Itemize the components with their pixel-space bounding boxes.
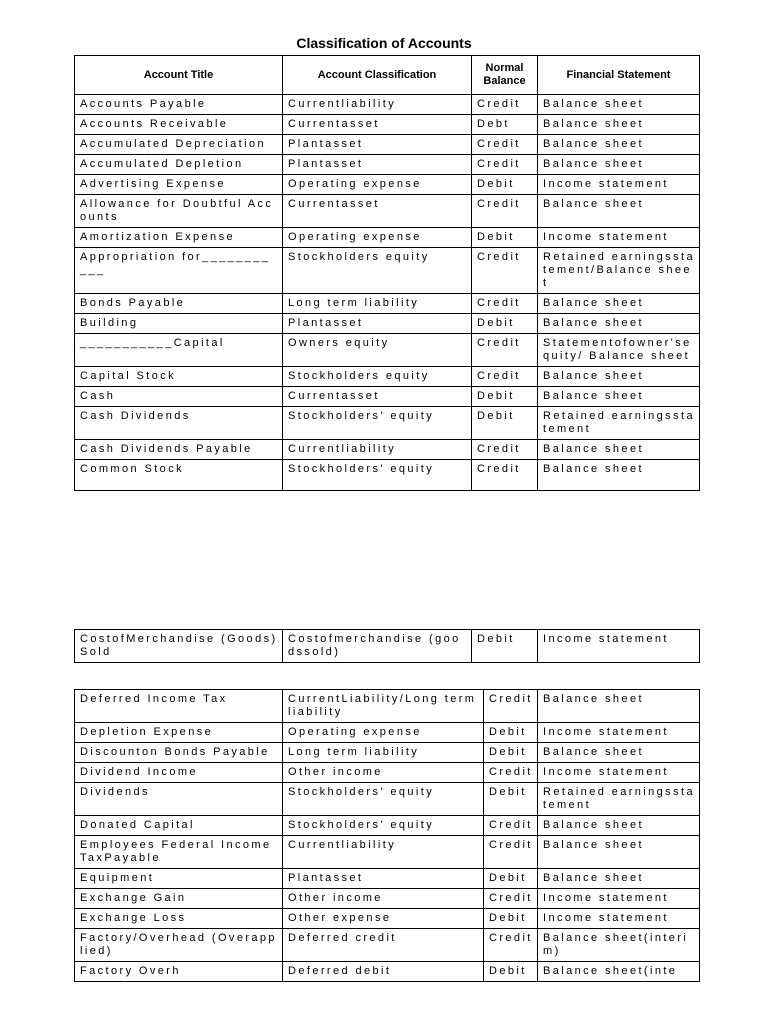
financial-statement-cell: Balance sheet — [538, 460, 700, 491]
normal-balance-cell: Debit — [472, 175, 538, 195]
account-classification-cell: CurrentLiability/Long termliability — [283, 690, 484, 723]
table-row — [75, 763, 700, 783]
normal-balance-cell: Credit — [472, 334, 538, 367]
normal-balance-cell: Credit — [472, 195, 538, 228]
account-classification-cell: Long term liability — [283, 743, 484, 763]
financial-statement-cell: Balance sheet — [538, 95, 700, 115]
table-row — [75, 783, 700, 816]
normal-balance-cell: Debit — [472, 314, 538, 334]
account-classification-cell: Currentliability — [283, 95, 472, 115]
table-row — [75, 95, 700, 115]
normal-balance-cell: Debit — [472, 228, 538, 248]
normal-balance-cell: Credit — [484, 763, 538, 783]
normal-balance-cell: Credit — [484, 889, 538, 909]
normal-balance-cell: Credit — [472, 294, 538, 314]
header-account-classification: Account Classification — [283, 56, 472, 95]
account-title-cell: Accumulated Depreciation — [75, 135, 283, 155]
header-normal-balance-line2: Balance — [483, 75, 526, 87]
account-classification-cell: Long term liability — [283, 294, 472, 314]
account-title-cell: Capital Stock — [75, 367, 283, 387]
financial-statement-cell: Balance sheet(interim) — [538, 929, 700, 962]
normal-balance-cell: Debit — [472, 387, 538, 407]
table-row — [75, 334, 700, 367]
account-title-cell: Dividends — [75, 783, 283, 816]
table-row — [75, 294, 700, 314]
accounts-table-2 — [74, 629, 700, 663]
table-row — [75, 115, 700, 135]
account-title-cell: Cash Dividends — [75, 407, 283, 440]
account-classification-cell: Plantasset — [283, 869, 484, 889]
normal-balance-cell: Credit — [472, 460, 538, 491]
financial-statement-cell: Balance sheet — [538, 195, 700, 228]
financial-statement-cell: Balance sheet — [538, 155, 700, 175]
header-account-title: Account Title — [75, 56, 283, 95]
normal-balance-cell: Credit — [472, 155, 538, 175]
financial-statement-cell: Balance sheet — [538, 816, 700, 836]
normal-balance-cell: Credit — [484, 836, 538, 869]
account-classification-cell: Stockholders' equity — [283, 783, 484, 816]
table-row — [75, 460, 700, 491]
table-row — [75, 135, 700, 155]
table-row — [75, 909, 700, 929]
account-title-cell: Common Stock — [75, 460, 283, 491]
financial-statement-cell: Balance sheet — [538, 135, 700, 155]
table-row — [75, 155, 700, 175]
account-classification-cell: Currentasset — [283, 387, 472, 407]
account-classification-cell: Currentliability — [283, 440, 472, 460]
accounts-table-1-body — [75, 95, 700, 491]
normal-balance-cell: Debt — [472, 115, 538, 135]
table-row — [75, 816, 700, 836]
financial-statement-cell: Balance sheet — [538, 743, 700, 763]
account-classification-cell: Operating expense — [283, 228, 472, 248]
account-title-cell: Employees Federal Income TaxPayable — [75, 836, 283, 869]
financial-statement-cell: Income statement — [538, 723, 700, 743]
document-title: Classification of Accounts — [296, 35, 472, 51]
financial-statement-cell: Balance sheet — [538, 869, 700, 889]
account-classification-cell: Plantasset — [283, 135, 472, 155]
header-financial-statement: Financial Statement — [538, 56, 700, 95]
account-classification-cell: Operating expense — [283, 175, 472, 195]
account-title-cell: Cash — [75, 387, 283, 407]
account-classification-cell: Currentliability — [283, 836, 484, 869]
account-title-cell: Donated Capital — [75, 816, 283, 836]
account-classification-cell: Other expense — [283, 909, 484, 929]
table-row — [75, 248, 700, 294]
account-classification-cell: Costofmerchandise (goodssold) — [283, 630, 472, 663]
account-classification-cell: Currentasset — [283, 115, 472, 135]
account-classification-cell: Deferred debit — [283, 962, 484, 982]
normal-balance-cell: Debit — [472, 407, 538, 440]
accounts-table-1 — [74, 55, 700, 491]
financial-statement-cell: Balance sheet — [538, 367, 700, 387]
financial-statement-cell: Retained earningsstatement — [538, 407, 700, 440]
account-title-cell: Exchange Loss — [75, 909, 283, 929]
account-title-cell: CostofMerchandise (Goods)Sold — [75, 630, 283, 663]
account-title-cell: Amortization Expense — [75, 228, 283, 248]
financial-statement-cell: Balance sheet — [538, 314, 700, 334]
financial-statement-cell: Income statement — [538, 763, 700, 783]
table-row — [75, 367, 700, 387]
account-title-cell: Exchange Gain — [75, 889, 283, 909]
normal-balance-cell: Debit — [472, 630, 538, 663]
account-title-cell: Accounts Receivable — [75, 115, 283, 135]
financial-statement-cell: Balance sheet — [538, 294, 700, 314]
normal-balance-cell: Debit — [484, 723, 538, 743]
normal-balance-cell: Debit — [484, 783, 538, 816]
account-classification-cell: Operating expense — [283, 723, 484, 743]
accounts-table-3-body — [75, 690, 700, 982]
normal-balance-cell: Debit — [484, 869, 538, 889]
normal-balance-cell: Credit — [472, 440, 538, 460]
financial-statement-cell: Balance sheet — [538, 115, 700, 135]
table-row — [75, 723, 700, 743]
financial-statement-cell: Income statement — [538, 228, 700, 248]
table-row — [75, 889, 700, 909]
table-row — [75, 690, 700, 723]
table-row — [75, 314, 700, 334]
financial-statement-cell: Income statement — [538, 909, 700, 929]
financial-statement-cell: Balance sheet — [538, 690, 700, 723]
account-classification-cell: Plantasset — [283, 155, 472, 175]
account-classification-cell: Currentasset — [283, 195, 472, 228]
table-row — [75, 869, 700, 889]
account-title-cell: Depletion Expense — [75, 723, 283, 743]
financial-statement-cell: Balance sheet(inte — [538, 962, 700, 982]
table-row — [75, 743, 700, 763]
account-title-cell: Advertising Expense — [75, 175, 283, 195]
header-normal-balance-line1: Normal — [485, 62, 524, 74]
financial-statement-cell: Balance sheet — [538, 836, 700, 869]
account-classification-cell: Stockholders' equity — [283, 407, 472, 440]
financial-statement-cell: Retained earningsstatement — [538, 783, 700, 816]
account-title-cell: Appropriation for___________ — [75, 248, 283, 294]
table-row — [75, 630, 700, 663]
normal-balance-cell: Debit — [484, 743, 538, 763]
financial-statement-cell: Income statement — [538, 175, 700, 195]
account-title-cell: Bonds Payable — [75, 294, 283, 314]
account-title-cell: Discounton Bonds Payable — [75, 743, 283, 763]
financial-statement-cell: Balance sheet — [538, 440, 700, 460]
normal-balance-cell: Credit — [472, 95, 538, 115]
table-row — [75, 440, 700, 460]
header-normal-balance — [472, 56, 538, 95]
normal-balance-cell: Debit — [484, 909, 538, 929]
accounts-table-3 — [74, 689, 700, 982]
table-row — [75, 929, 700, 962]
table-row — [75, 175, 700, 195]
table-row — [75, 836, 700, 869]
normal-balance-cell: Credit — [472, 367, 538, 387]
financial-statement-cell: Statementofowner'sequity/ Balance sheet — [538, 334, 700, 367]
account-title-cell: Dividend Income — [75, 763, 283, 783]
account-title-cell: Factory Overh — [75, 962, 283, 982]
account-title-cell: ___________Capital — [75, 334, 283, 367]
account-title-cell: Allowance for Doubtful Accounts — [75, 195, 283, 228]
table-row — [75, 962, 700, 982]
normal-balance-cell: Credit — [484, 929, 538, 962]
account-classification-cell: Stockholders equity — [283, 367, 472, 387]
financial-statement-cell: Income statement — [538, 630, 700, 663]
normal-balance-cell: Credit — [484, 690, 538, 723]
table-row — [75, 228, 700, 248]
normal-balance-cell: Debit — [484, 962, 538, 982]
account-classification-cell: Stockholders equity — [283, 248, 472, 294]
normal-balance-cell: Credit — [472, 248, 538, 294]
account-classification-cell: Deferred credit — [283, 929, 484, 962]
table-row — [75, 407, 700, 440]
account-title-cell: Accounts Payable — [75, 95, 283, 115]
account-classification-cell: Stockholders' equity — [283, 460, 472, 491]
account-classification-cell: Other income — [283, 889, 484, 909]
account-title-cell: Building — [75, 314, 283, 334]
normal-balance-cell: Credit — [484, 816, 538, 836]
accounts-table-2-body — [75, 630, 700, 663]
normal-balance-cell: Credit — [472, 135, 538, 155]
account-classification-cell: Plantasset — [283, 314, 472, 334]
table-row — [75, 387, 700, 407]
account-title-cell: Accumulated Depletion — [75, 155, 283, 175]
account-title-cell: Equipment — [75, 869, 283, 889]
financial-statement-cell: Income statement — [538, 889, 700, 909]
account-classification-cell: Other income — [283, 763, 484, 783]
table-header-row — [75, 56, 700, 95]
account-classification-cell: Owners equity — [283, 334, 472, 367]
account-title-cell: Factory/Overhead (Overapplied) — [75, 929, 283, 962]
financial-statement-cell: Balance sheet — [538, 387, 700, 407]
account-title-cell: Deferred Income Tax — [75, 690, 283, 723]
account-classification-cell: Stockholders' equity — [283, 816, 484, 836]
table-row — [75, 195, 700, 228]
financial-statement-cell: Retained earningsstatement/Balance sheet — [538, 248, 700, 294]
account-title-cell: Cash Dividends Payable — [75, 440, 283, 460]
